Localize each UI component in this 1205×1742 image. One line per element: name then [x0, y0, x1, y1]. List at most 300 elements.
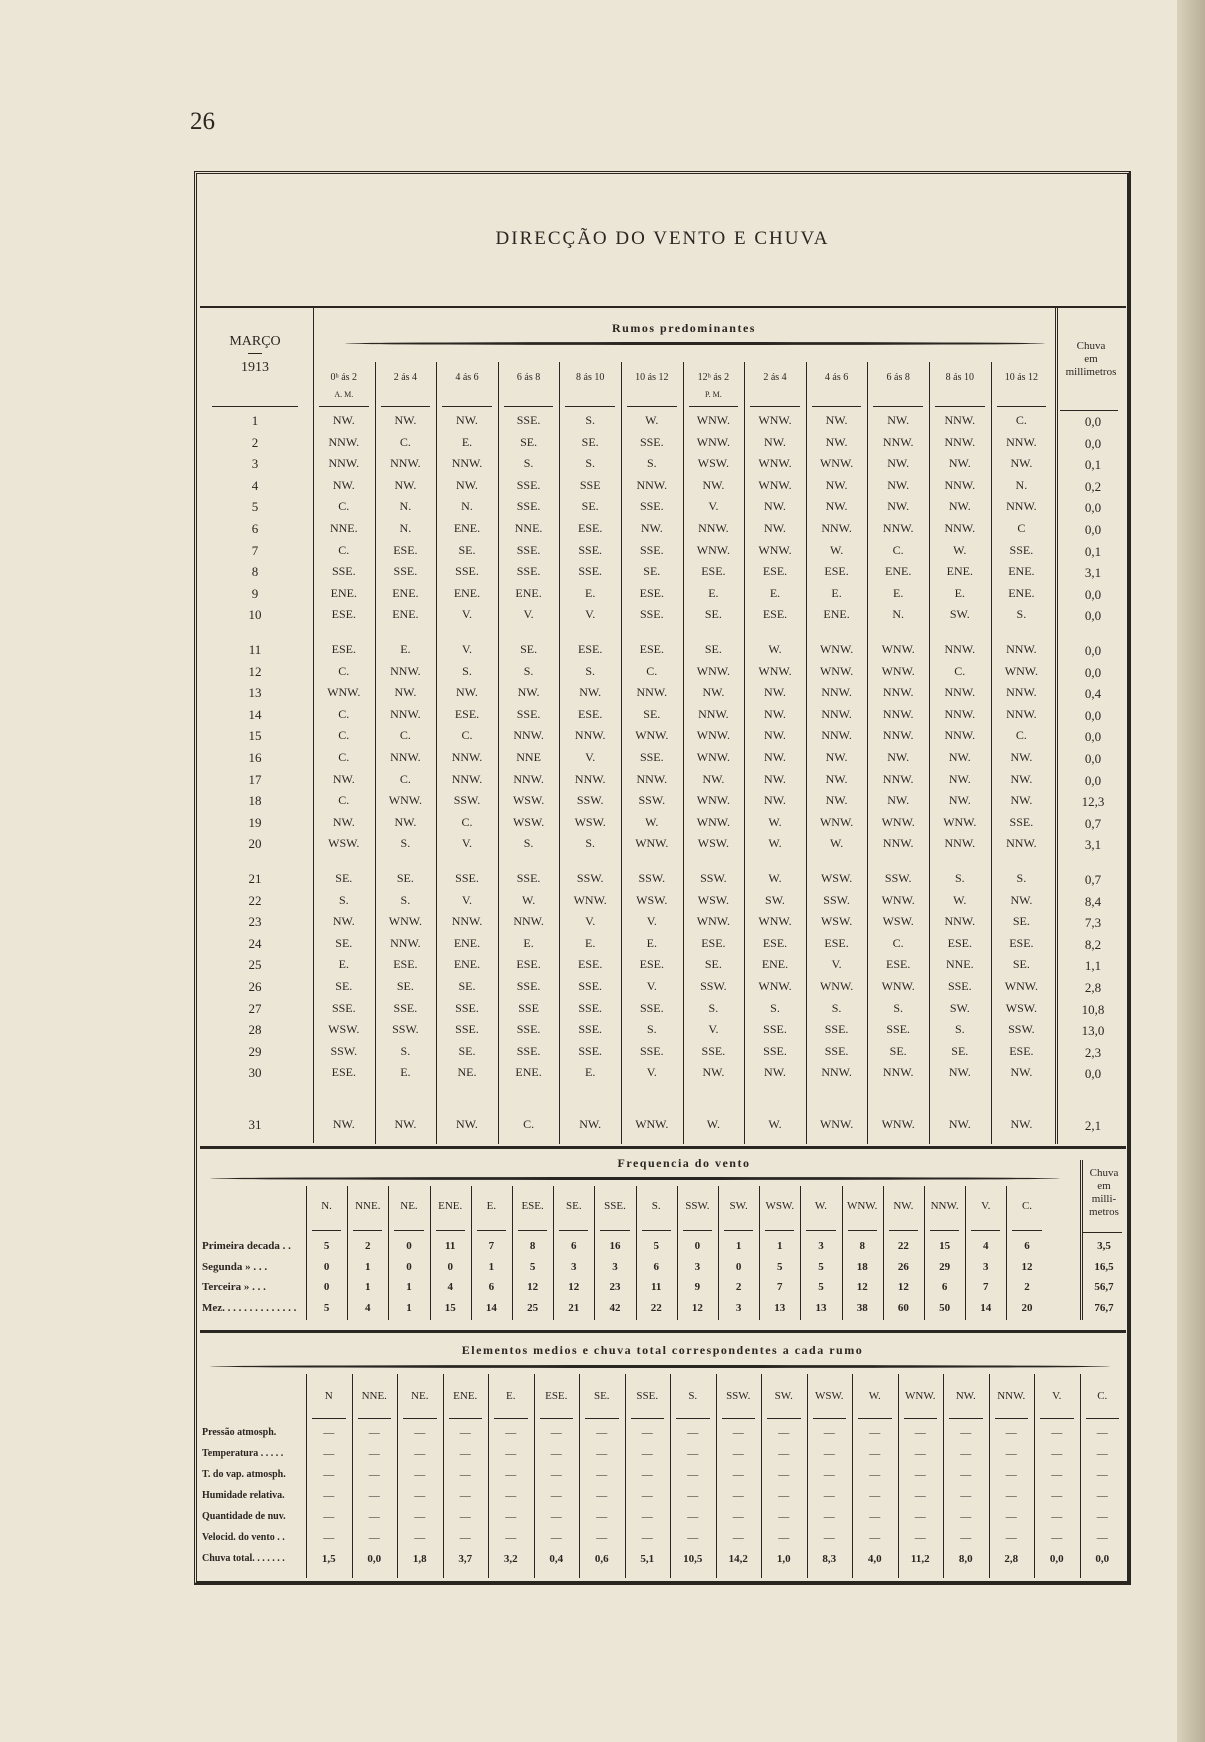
wind-direction-cell: WNW. [573, 892, 607, 907]
wind-direction-cell: ESE. [1009, 935, 1034, 950]
rain-cell: 0,0 [1084, 751, 1102, 766]
wind-direction-cell: SE. [520, 642, 538, 656]
day-number: 18 [248, 793, 262, 809]
wind-direction-cell: S. [400, 836, 411, 851]
wind-direction-cell: NW. [887, 413, 910, 427]
wind-direction-cell: NNW. [390, 663, 421, 678]
elem-dir-header: SE. [593, 1390, 610, 1402]
wind-direction-cell: SE. [335, 935, 353, 950]
rain-cell: 0,4 [1084, 686, 1102, 702]
rain-cell: 0,1 [1084, 457, 1102, 473]
wind-direction-cell: WNW. [1004, 979, 1038, 993]
wind-direction-cell: V. [831, 957, 842, 972]
day-number: 27 [248, 1000, 262, 1016]
wind-direction-cell: SE. [889, 1043, 907, 1058]
elem-cell: — [914, 1490, 926, 1502]
elem-cell: — [1096, 1490, 1108, 1502]
wind-direction-cell: SSE. [455, 564, 479, 579]
freq-cell: 16 [609, 1240, 621, 1252]
wind-direction-cell: SE. [458, 1043, 476, 1058]
rule [813, 1418, 847, 1419]
freq-cell: 5 [653, 1240, 659, 1252]
wind-direction-cell: C [1017, 521, 1026, 535]
elem-cell: — [1051, 1511, 1063, 1523]
wind-direction-cell: NW. [456, 685, 478, 700]
elem-row-label: Quantidade de nuv. [202, 1511, 286, 1522]
freq-cell: 60 [897, 1301, 909, 1314]
rule [200, 1330, 1126, 1333]
rule [436, 1230, 465, 1231]
rule [353, 1230, 382, 1231]
wind-direction-cell: SSE. [824, 1043, 849, 1058]
freq-cell: 5 [529, 1260, 536, 1273]
rain-cell: 12,3 [1081, 794, 1105, 810]
wind-direction-cell: SSE. [639, 607, 664, 622]
wind-direction-cell: W. [768, 814, 782, 829]
elem-cell: 2,8 [1004, 1553, 1019, 1565]
wind-direction-cell: E. [769, 585, 781, 600]
elem-cell: — [414, 1532, 426, 1544]
wind-direction-cell: W. [768, 871, 782, 885]
wind-direction-cell: NNE [516, 750, 541, 764]
wind-direction-cell: SSW. [823, 892, 850, 907]
wind-direction-cell: WNW. [1004, 663, 1038, 678]
wind-direction-cell: WSW. [820, 871, 853, 885]
freq-cell: 3 [694, 1260, 701, 1273]
wind-direction-cell: S. [338, 892, 349, 907]
wind-direction-cell: WNW. [696, 793, 730, 808]
wind-direction-cell: NW. [1010, 750, 1033, 764]
wind-direction-cell: NW. [332, 814, 355, 829]
wind-direction-cell: SSE. [516, 477, 541, 492]
wind-direction-cell: WNW. [758, 542, 792, 557]
wind-direction-cell: NNW. [574, 728, 606, 743]
elem-cell: — [323, 1427, 335, 1439]
wind-direction-cell: WNW. [819, 814, 854, 829]
elem-cell: — [732, 1511, 744, 1523]
freq-cell: 14 [485, 1301, 497, 1314]
wind-direction-cell: ENE. [453, 521, 481, 535]
time-col-header: 12ʰ ás 2 [697, 372, 730, 383]
day-number: 14 [248, 706, 262, 722]
wind-direction-cell: SSE. [763, 1022, 787, 1037]
wind-direction-cell: ENE. [946, 564, 973, 579]
wind-direction-cell: WNW. [819, 663, 854, 678]
freq-cell: 13 [774, 1301, 786, 1314]
wind-direction-cell: S. [1016, 871, 1027, 885]
rule [1055, 306, 1058, 1144]
elem-cell: — [823, 1511, 835, 1523]
wind-direction-cell: NNW. [451, 771, 483, 786]
rain-cell: 3,1 [1084, 565, 1102, 581]
elem-cell: — [960, 1532, 972, 1544]
wind-direction-cell: SE. [520, 434, 538, 449]
wind-direction-cell: ESE. [639, 585, 664, 600]
wind-direction-cell: NW. [825, 434, 848, 449]
wind-direction-cell: E. [400, 1065, 411, 1080]
elem-cell: — [869, 1511, 881, 1523]
rain-cell: 0,0 [1084, 729, 1102, 745]
rule [858, 1418, 892, 1419]
rule [722, 1418, 756, 1419]
elem-cell: — [641, 1448, 653, 1460]
elem-cell: — [1051, 1490, 1063, 1502]
freq-cell: 0 [323, 1260, 330, 1273]
wind-direction-cell: SE. [951, 1043, 969, 1058]
wind-direction-cell: V. [585, 914, 596, 929]
wind-direction-cell: C. [954, 663, 966, 678]
wind-direction-cell: WNW. [758, 456, 792, 471]
elem-cell: — [596, 1469, 608, 1481]
wind-direction-cell: NNW. [944, 836, 976, 851]
elem-cell: 10,5 [683, 1553, 703, 1565]
wind-direction-cell: V. [461, 836, 473, 851]
wind-direction-cell: SSE. [886, 1022, 911, 1037]
day-number: 16 [248, 750, 262, 765]
day-number: 15 [248, 728, 262, 744]
wind-direction-cell: ESE. [393, 542, 418, 557]
wind-direction-cell: NW. [702, 771, 725, 786]
wind-direction-cell: SE. [1012, 914, 1030, 929]
freq-cell: 4 [447, 1281, 453, 1293]
elem-dir-header: ESE. [545, 1390, 568, 1402]
freq-cell: 6 [488, 1281, 495, 1293]
freq-rain-header: em [1097, 1180, 1111, 1192]
day-number: 20 [248, 836, 262, 852]
rain-cell: 0,0 [1084, 586, 1102, 602]
rule [889, 1230, 918, 1231]
elem-cell: — [869, 1532, 881, 1544]
wind-direction-cell: SSW. [700, 979, 727, 993]
elem-cell: — [459, 1469, 471, 1481]
rain-cell: 3,1 [1084, 837, 1102, 853]
elem-cell: — [323, 1448, 335, 1460]
wind-direction-cell: WNW. [696, 750, 730, 764]
freq-cell: 7 [488, 1240, 495, 1252]
wind-direction-cell: S. [400, 1043, 411, 1058]
wind-direction-cell: NNW. [574, 771, 606, 786]
wind-direction-cell: NNW. [882, 706, 914, 721]
wind-direction-cell: SSE. [455, 1000, 479, 1015]
elem-cell: — [823, 1490, 835, 1502]
freq-dir-header: N. [321, 1200, 332, 1212]
elem-cell: — [641, 1532, 653, 1544]
wind-direction-cell: ESE. [947, 935, 972, 950]
elem-cell: — [914, 1427, 926, 1439]
rain-cell: 0,1 [1084, 543, 1102, 559]
rain-header: millimetros [1065, 366, 1117, 378]
elem-dir-header: ENE. [453, 1390, 478, 1402]
elem-cell: — [1051, 1469, 1063, 1481]
wind-direction-cell: SSE. [578, 1043, 603, 1058]
wind-direction-cell: SSE. [578, 979, 603, 993]
wind-direction-cell: NW. [764, 434, 786, 449]
wind-direction-cell: SSE. [455, 871, 479, 885]
wind-direction-cell: NNW. [328, 434, 360, 449]
wind-direction-cell: NNW. [821, 728, 852, 743]
wind-direction-cell: ENE. [885, 564, 912, 579]
wind-direction-cell: ENE. [515, 1065, 542, 1080]
wind-direction-cell: SE. [458, 542, 476, 557]
elem-cell: 0,0 [1049, 1553, 1064, 1565]
rule [559, 1230, 588, 1231]
freq-cell: 3 [983, 1260, 989, 1273]
wind-direction-cell: NNW. [944, 914, 976, 929]
elem-cell: — [1051, 1448, 1063, 1460]
freq-cell: 3 [612, 1260, 618, 1273]
elem-dir-header: SSE. [636, 1390, 659, 1402]
rain-cell: 0,0 [1084, 643, 1102, 658]
rule [689, 406, 739, 407]
wind-direction-cell: SSW. [453, 793, 481, 808]
wind-direction-cell: WNW. [758, 663, 792, 678]
freq-cell: 1 [735, 1240, 742, 1252]
wind-direction-cell: C. [892, 542, 904, 557]
elem-cell: — [596, 1448, 608, 1460]
wind-direction-cell: E. [708, 585, 719, 600]
wind-direction-cell: E. [585, 585, 596, 600]
freq-dir-header: ENE. [438, 1200, 463, 1212]
wind-direction-cell: NNW. [390, 706, 421, 721]
freq-cell: 20 [1021, 1301, 1033, 1314]
day-number: 2 [251, 434, 259, 450]
wind-direction-cell: SSW. [392, 1022, 419, 1037]
wind-direction-cell: WSW. [697, 836, 729, 851]
wind-direction-cell: V. [461, 892, 473, 907]
rule [873, 406, 923, 407]
wind-direction-cell: WNW. [696, 434, 730, 449]
wind-direction-cell: SE. [704, 642, 722, 656]
rule [403, 1418, 437, 1419]
freq-dir-header: WNW. [846, 1200, 878, 1212]
wind-direction-cell: WNW. [881, 814, 915, 829]
day-number: 28 [248, 1022, 262, 1038]
wind-direction-cell: E. [954, 585, 965, 600]
elem-cell: — [869, 1469, 881, 1481]
wind-direction-cell: S. [523, 456, 534, 471]
wind-direction-cell: NW. [1010, 793, 1033, 808]
freq-cell: 0 [694, 1240, 701, 1252]
wind-direction-cell: SSE. [516, 499, 541, 514]
freq-dir-header: ESE. [521, 1200, 544, 1212]
wind-direction-cell: E. [400, 642, 411, 656]
wind-direction-cell: S. [400, 892, 411, 907]
elem-dir-header: V. [1052, 1390, 1062, 1402]
elem-dir-header: NNE. [361, 1390, 387, 1402]
wind-direction-cell: V. [585, 607, 596, 622]
wind-direction-cell: WNW. [819, 642, 854, 656]
elem-cell: — [778, 1490, 790, 1502]
rule [394, 1230, 423, 1231]
wind-direction-cell: NNW. [882, 521, 914, 535]
wind-direction-cell: WNW. [819, 979, 854, 993]
rule [904, 1418, 938, 1419]
wind-direction-cell: ESE. [578, 521, 603, 535]
wind-direction-cell: NW. [579, 685, 602, 700]
wind-direction-cell: WNW. [635, 836, 669, 851]
freq-cell: 7 [983, 1281, 989, 1293]
wind-direction-cell: SSW. [576, 793, 604, 808]
wind-direction-cell: WSW. [820, 914, 853, 929]
wind-direction-cell: WNW. [881, 979, 915, 993]
wind-direction-cell: WNW. [819, 1117, 854, 1131]
wind-direction-cell: NNW. [1006, 434, 1037, 449]
time-col-sub: P. M. [705, 390, 722, 399]
year-label: 1913 [241, 360, 269, 375]
rule [750, 406, 800, 407]
wind-direction-cell: NW. [887, 477, 910, 492]
elem-cell: — [368, 1511, 380, 1523]
wind-direction-cell: WNW. [881, 642, 915, 656]
wind-direction-cell: SE. [458, 979, 476, 993]
rain-cell: 10,8 [1081, 1001, 1105, 1017]
wind-direction-cell: ESE. [578, 957, 603, 972]
rain-cell: 0,7 [1084, 815, 1102, 831]
freq-cell: 14 [980, 1301, 992, 1314]
wind-direction-cell: NW. [948, 1065, 971, 1080]
day-number: 9 [251, 585, 259, 601]
elem-cell: 11,2 [910, 1553, 930, 1565]
wind-direction-cell: SSE. [516, 706, 541, 721]
wind-direction-cell: NNW. [1006, 685, 1037, 700]
freq-cell: 4 [983, 1240, 989, 1252]
wind-direction-cell: S. [954, 1022, 965, 1037]
rain-cell: 0,7 [1084, 872, 1102, 887]
freq-cell: 5 [818, 1260, 824, 1273]
wind-direction-cell: NNW. [821, 521, 852, 535]
rule [345, 342, 1045, 345]
wind-direction-cell: NW. [456, 477, 478, 492]
day-number: 7 [251, 542, 259, 558]
freq-cell: 15 [939, 1240, 951, 1252]
day-number: 8 [251, 564, 259, 580]
wind-direction-cell: ENE. [330, 585, 357, 600]
elem-cell: 1,5 [321, 1553, 336, 1565]
freq-cell: 2 [1024, 1281, 1030, 1293]
time-col-header: 8 ás 10 [945, 372, 974, 383]
wind-direction-cell: E. [585, 935, 596, 950]
rule [540, 1418, 574, 1419]
wind-direction-cell: NW. [394, 685, 417, 700]
elem-cell: 14,2 [728, 1553, 748, 1565]
wind-direction-cell: NW. [394, 477, 417, 492]
wind-direction-cell: WNW. [388, 914, 422, 929]
freq-cell: 15 [444, 1301, 456, 1314]
wind-direction-cell: E. [893, 585, 904, 600]
rain-cell: 0,0 [1084, 772, 1102, 788]
freq-cell: 3 [735, 1301, 742, 1314]
wind-direction-cell: N. [1015, 477, 1028, 492]
elem-cell: — [505, 1427, 517, 1439]
elem-cell: — [960, 1448, 972, 1460]
wind-direction-cell: NW. [825, 413, 848, 427]
freq-rain-cell: 16,5 [1094, 1260, 1114, 1273]
wind-direction-cell: NNW. [636, 771, 668, 786]
wind-direction-cell: SSW. [884, 871, 912, 885]
wind-direction-cell: ENE. [453, 957, 481, 972]
freq-cell: 3 [818, 1240, 824, 1252]
wind-direction-cell: C. [338, 499, 350, 514]
freq-cell: 12 [897, 1281, 909, 1293]
wind-direction-cell: NW. [948, 750, 971, 764]
wind-direction-cell: ESE. [762, 564, 788, 579]
wind-direction-cell: WNW. [819, 456, 854, 471]
elem-cell: — [960, 1490, 972, 1502]
elem-cell: — [1005, 1490, 1017, 1502]
month-label: MARÇO [229, 334, 281, 349]
freq-cell: 0 [323, 1281, 330, 1293]
wind-direction-cell: SE. [335, 871, 353, 885]
wind-direction-cell: WSW. [512, 814, 545, 829]
elements-section-title: Elementos medios e chuva total correspondentes a cada rumo [461, 1343, 864, 1357]
rain-cell: 0,0 [1084, 664, 1102, 680]
elem-cell: — [641, 1511, 653, 1523]
freq-cell: 6 [1024, 1240, 1030, 1252]
day-number: 29 [248, 1043, 262, 1059]
wind-direction-cell: S. [585, 456, 596, 471]
wind-direction-cell: C. [338, 750, 350, 764]
elem-cell: — [869, 1448, 881, 1460]
elem-cell: — [1096, 1448, 1108, 1460]
wind-direction-cell: NW. [764, 771, 786, 786]
freq-section-title: Frequencia do vento [617, 1156, 751, 1170]
wind-direction-cell: WSW. [328, 836, 360, 851]
wind-direction-cell: WNW. [881, 892, 915, 907]
wind-direction-cell: S. [708, 1000, 719, 1015]
elem-cell: — [1005, 1448, 1017, 1460]
freq-cell: 8 [529, 1240, 536, 1252]
wind-direction-cell: E. [338, 957, 349, 972]
elem-row-label: Chuva total. . . . . . . [202, 1553, 285, 1564]
wind-direction-cell: ESE. [331, 642, 356, 656]
wind-direction-cell: WSW. [574, 814, 606, 829]
day-number: 4 [251, 477, 259, 493]
elem-cell: — [778, 1448, 790, 1460]
wind-direction-cell: C. [399, 728, 411, 743]
rain-cell: 8,2 [1084, 936, 1102, 952]
elem-cell: — [869, 1427, 881, 1439]
elem-cell: 8,0 [958, 1553, 973, 1565]
freq-cell: 42 [609, 1301, 621, 1314]
elem-cell: — [823, 1469, 835, 1481]
rule [585, 1418, 619, 1419]
freq-cell: 1 [488, 1260, 495, 1273]
day-number: 5 [251, 499, 259, 515]
elem-cell: — [459, 1448, 471, 1460]
freq-cell: 23 [609, 1281, 621, 1293]
wind-direction-cell: ENE. [823, 607, 850, 622]
wind-direction-cell: ENE. [453, 585, 481, 600]
freq-cell: 6 [941, 1281, 948, 1293]
wind-direction-cell: ESE. [331, 1065, 356, 1080]
wind-direction-cell: SE. [704, 607, 722, 622]
wind-direction-cell: C. [338, 793, 350, 808]
elem-cell: 1,8 [412, 1553, 427, 1565]
rule [212, 406, 298, 407]
wind-direction-cell: C. [523, 1117, 535, 1131]
wind-direction-cell: SSE. [639, 750, 664, 764]
wind-direction-cell: SSE. [516, 1043, 541, 1058]
wind-direction-cell: NW. [640, 521, 663, 535]
freq-dir-header: NW. [893, 1200, 914, 1212]
wind-direction-cell: NW. [764, 1065, 786, 1080]
wind-direction-cell: C. [1015, 413, 1027, 427]
wind-direction-cell: WNW. [881, 1117, 915, 1131]
wind-direction-cell: W. [768, 836, 782, 851]
elem-cell: — [778, 1532, 790, 1544]
rain-cell: 2,3 [1084, 1044, 1102, 1060]
elem-cell: — [505, 1511, 517, 1523]
